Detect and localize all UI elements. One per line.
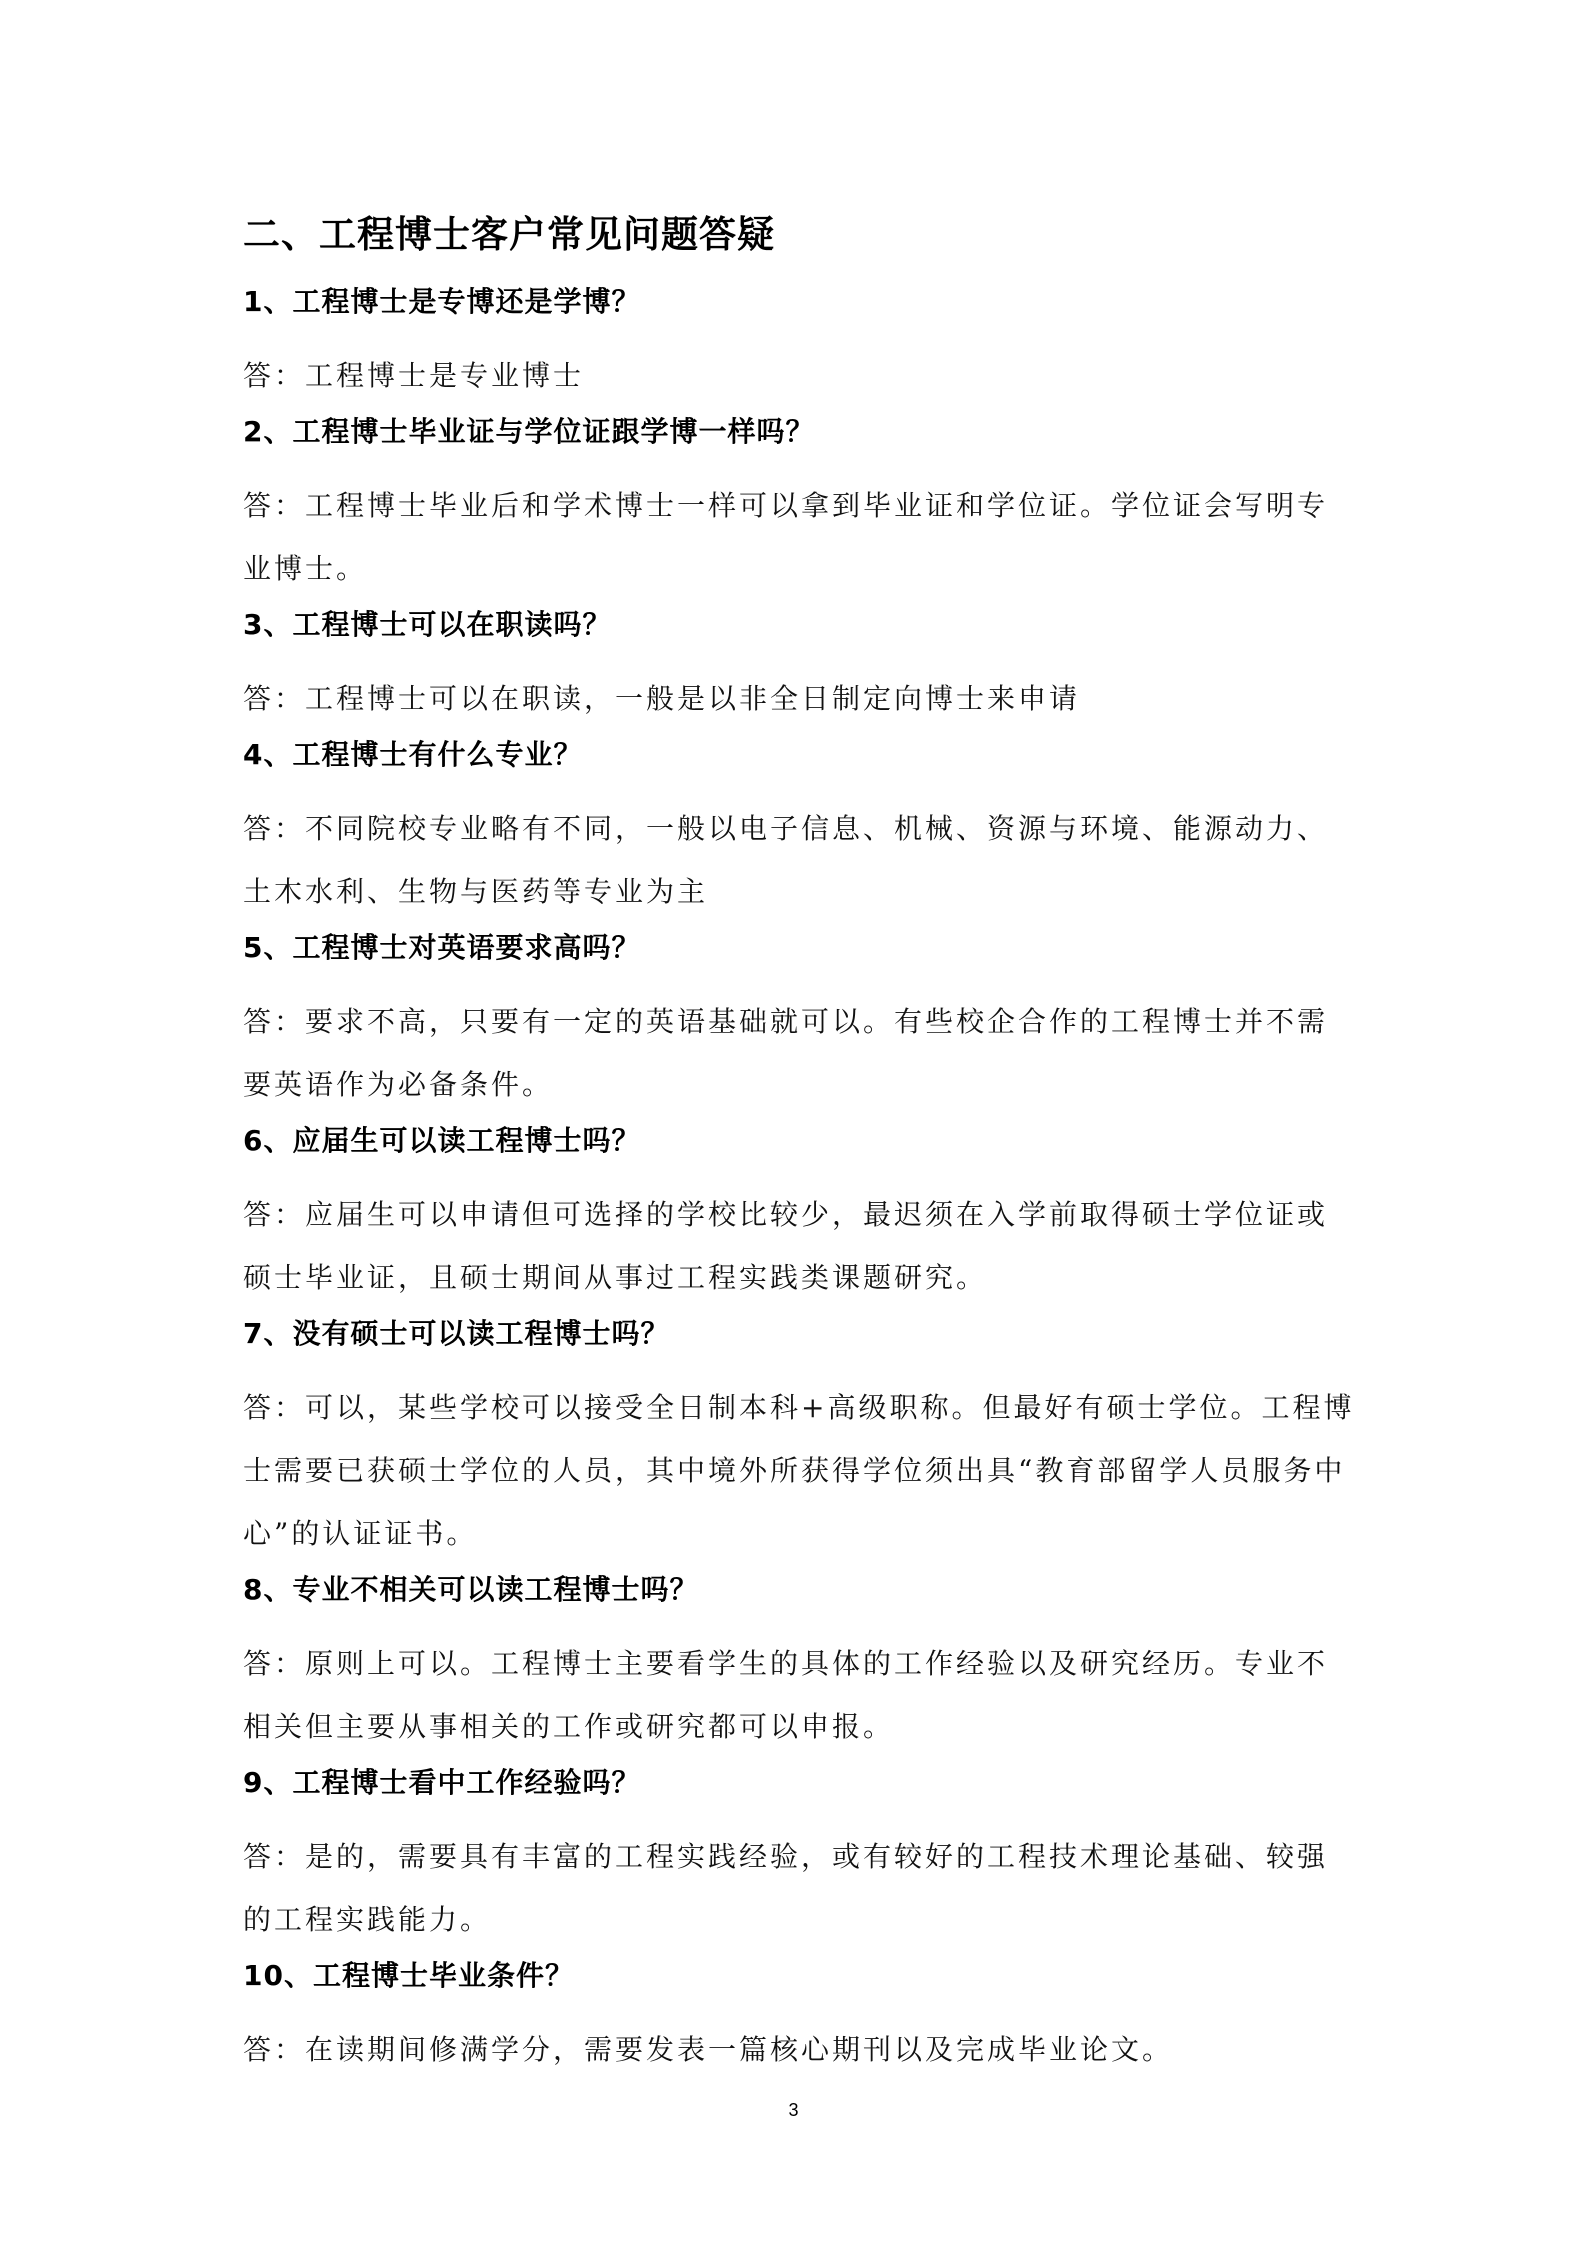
question-10: 10、工程博士毕业条件？	[243, 1959, 574, 1992]
question-2: 2、工程博士毕业证与学位证跟学博一样吗？	[243, 415, 815, 448]
question-8: 8、专业不相关可以读工程博士吗？	[243, 1573, 699, 1606]
qa-item-9	[243, 1763, 1355, 1951]
answer-7: 答：可以，某些学校可以接受全日制本科+高级职称。但最好有硕士学位。工程博士需要已获硕士学位的人员，其中境外所获得学位须出具“教育部留学人员服务中心”的认证证书。	[243, 1391, 1355, 1550]
question-1: 1、工程博士是专博还是学博？	[243, 285, 641, 318]
answer-1: 答：工程博士是专业博士	[243, 359, 585, 392]
answer-9: 答：是的，需要具有丰富的工程实践经验，或有较好的工程技术理论基础、较强的工程实践能力。	[243, 1840, 1329, 1936]
answer-8: 答：原则上可以。工程博士主要看学生的具体的工作经验以及研究经历。专业不相关但主要从事相关的工作或研究都可以申报。	[243, 1647, 1329, 1743]
page-content	[243, 206, 1355, 2086]
qa-item-3	[243, 605, 1355, 730]
answer-6: 答：应届生可以申请但可选择的学校比较少，最迟须在入学前取得硕士学位证或硕士毕业证，且硕士期间从事过工程实践类课题研究。	[243, 1198, 1329, 1294]
qa-item-4	[243, 735, 1355, 923]
question-7: 7、没有硕士可以读工程博士吗？	[243, 1317, 670, 1350]
answer-3: 答：工程博士可以在职读，一般是以非全日制定向博士来申请	[243, 682, 1081, 715]
question-9: 9、工程博士看中工作经验吗？	[243, 1766, 641, 1799]
answer-2: 答：工程博士毕业后和学术博士一样可以拿到毕业证和学位证。学位证会写明专业博士。	[243, 489, 1329, 585]
answer-5: 答：要求不高，只要有一定的英语基础就可以。有些校企合作的工程博士并不需要英语作为必备条件。	[243, 1005, 1329, 1101]
qa-item-8	[243, 1570, 1355, 1758]
answer-10: 答：在读期间修满学分，需要发表一篇核心期刊以及完成毕业论文。	[243, 2033, 1174, 2066]
qa-item-7	[243, 1314, 1355, 1565]
section-title: 二、工程博士客户常见问题答疑	[243, 212, 775, 256]
qa-item-5	[243, 928, 1355, 1116]
answer-4: 答：不同院校专业略有不同，一般以电子信息、机械、资源与环境、能源动力、土木水利、生物与医药等专业为主	[243, 812, 1329, 908]
page-number: 3	[788, 2100, 799, 2120]
qa-item-2	[243, 412, 1355, 600]
question-4: 4、工程博士有什么专业？	[243, 738, 583, 771]
question-6: 6、应届生可以读工程博士吗？	[243, 1124, 641, 1157]
qa-item-1	[243, 282, 1355, 407]
question-3: 3、工程博士可以在职读吗？	[243, 608, 612, 641]
qa-item-10	[243, 1956, 1355, 2081]
qa-item-6	[243, 1121, 1355, 1309]
question-5: 5、工程博士对英语要求高吗？	[243, 931, 641, 964]
